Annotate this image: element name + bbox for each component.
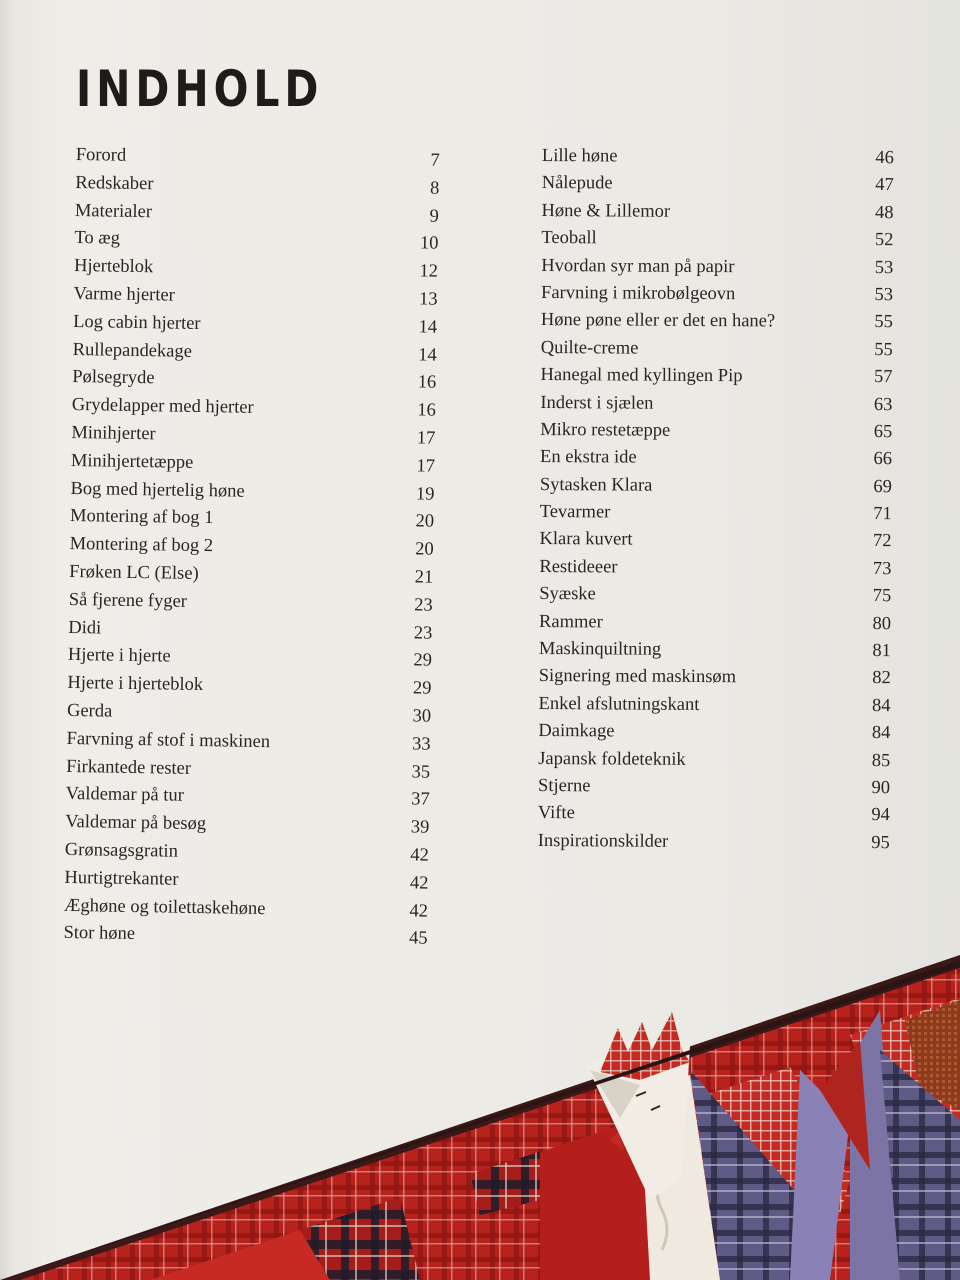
toc-entry [539,581,891,611]
toc-entry [69,587,433,621]
toc-entry-page-number: 7 [430,150,440,171]
toc-entry-page-number: 37 [411,789,430,810]
toc-entry-title: Hjerte i hjerteblok [67,673,204,696]
toc-column-right [538,143,894,857]
toc-entry-title: Minihjertetæppe [70,450,194,473]
toc-entry-page-number: 94 [871,805,890,826]
toc-entry-title: To æg [74,228,121,250]
toc-entry-page-number: 65 [873,421,893,443]
toc-entry-page-number: 17 [416,428,436,449]
toc-entry [541,225,893,255]
toc-entry-title: Høne pøne eller er det en hane? [540,310,776,332]
toc-entry-page-number: 72 [873,531,892,552]
toc-entry-page-number: 52 [874,230,894,251]
toc-entry-title: Montering af bog 2 [69,534,214,557]
toc-entry-page-number: 84 [871,723,891,744]
toc-entry-title: Frøken LC (Else) [69,561,199,584]
toc-entry [542,170,894,200]
toc-entry-title: Didi [68,617,102,639]
toc-entry-title: Quilte-creme [540,337,639,359]
toc-entry-page-number: 66 [873,449,893,470]
toc-entry-title: Rammer [539,611,603,633]
toc-entry [540,499,892,529]
toc-entry-title: Vifte [537,803,575,824]
toc-entry [67,670,431,704]
toc-entry-title: Grydelapper med hjerter [71,395,254,418]
toc-entry-title: Tevarmer [539,502,611,523]
toc-entry-title: Gerda [66,700,113,722]
toc-entry-title: Høne & Lillemor [541,200,671,222]
toc-entry-page-number: 42 [409,900,429,922]
toc-entry-title: Nålepude [541,173,613,194]
toc-entry-page-number: 84 [872,695,891,716]
toc-entry-page-number: 42 [410,845,429,866]
toc-entry-title: Lille høne [541,145,618,167]
toc-entry [75,198,439,232]
toc-entry-page-number: 33 [411,734,431,755]
toc-entry-title: Stor høne [63,923,136,945]
toc-entry [538,773,890,803]
toc-entry-page-number: 81 [872,641,891,662]
toc-entry-title: Redskaber [75,172,154,195]
toc-entry [541,198,893,228]
toc-entry-title: Valdemar på besøg [65,812,207,835]
toc-entry-title: Sytasken Klara [539,474,653,496]
toc-entry [539,526,891,556]
page-title: INDHOLD [76,59,324,118]
toc-entry-page-number: 20 [414,539,434,560]
toc-entry-page-number: 82 [872,668,891,689]
toc-column-left [63,142,440,954]
toc-entry [540,417,892,447]
toc-entry-page-number: 57 [874,367,893,388]
toc-entry-page-number: 17 [416,456,436,477]
toc-entry [538,828,890,858]
toc-entry-page-number: 8 [429,178,440,199]
toc-entry-page-number: 90 [871,778,891,799]
toc-entry-page-number: 45 [408,928,428,949]
toc-entry-title: Materialer [74,200,153,222]
toc-entry-page-number: 10 [419,233,439,255]
toc-entry-title: Varme hjerter [73,283,175,306]
toc-entry-page-number: 30 [412,706,432,727]
toc-entry-page-number: 55 [874,312,893,333]
toc-entry [540,472,892,502]
toc-entry-page-number: 39 [410,817,430,838]
toc-entry-page-number: 71 [873,504,892,525]
toc-entry-title: En ekstra ide [540,447,637,468]
toc-entry-title: Hjerte i hjerte [67,645,171,667]
toc-entry-title: Grønsagsgratin [64,839,179,862]
toc-entry [540,444,892,474]
toc-entry-title: Så fjerene fyger [68,589,188,612]
toc-entry-page-number: 80 [872,613,892,634]
toc-entry-page-number: 21 [414,567,434,588]
toc-entry-title: Hvordan syr man på papir [541,255,735,277]
toc-entry [63,920,427,954]
toc-entry-title: Hanegal med kyllingen Pip [540,365,743,387]
toc-entry-page-number: 23 [414,595,433,616]
toc-entry-page-number: 69 [873,476,892,497]
toc-entry-title: Montering af bog 1 [69,506,214,529]
toc-entry-title: Restideeer [539,556,618,578]
toc-entry [541,335,893,365]
toc-entry-page-number: 63 [873,394,893,415]
toc-entry [538,718,890,748]
toc-entry-page-number: 16 [417,400,436,421]
toc-entry-title: Rullepandekage [72,339,193,362]
toc-entry [541,307,893,337]
toc-entry-page-number: 53 [874,257,894,278]
toc-entry-page-number: 13 [418,289,438,310]
toc-entry-title: Hurtigtrekanter [64,867,179,890]
toc-entry-page-number: 29 [413,650,433,671]
toc-entry-page-number: 14 [418,317,438,338]
toc-entry-title: Japansk foldeteknik [538,748,686,770]
toc-entry-page-number: 23 [413,622,433,644]
toc-entry-title: Enkel afslutningskant [538,693,700,715]
toc-entry-page-number: 73 [872,558,892,580]
toc-entry-page-number: 12 [419,261,439,282]
toc-entry-title: Maskinquiltning [538,639,662,660]
toc-entry [541,280,893,310]
toc-entry-title: Æghøne og toilettaskehøne [63,895,266,919]
toc-entry-page-number: 29 [412,678,432,699]
toc-entry [538,746,890,776]
toc-entry-title: Signering med maskinsøm [538,666,737,688]
toc-entry [539,554,891,584]
toc-entry-title: Klara kuvert [539,529,633,551]
toc-entry-title: Farvning af stof i maskinen [66,728,271,752]
toc-entry-page-number: 85 [871,750,891,771]
toc-entry-page-number: 35 [411,761,431,783]
toc-entry-title: Pølsegryde [72,367,155,389]
toc-entry-title: Hjerteblok [73,256,154,278]
toc-entry-page-number: 95 [871,832,890,853]
toc-entry [539,663,891,693]
toc-entry-page-number: 55 [874,339,893,360]
toc-entry-title: Minihjerter [71,422,156,445]
toc-entry [541,253,893,283]
toc-entry-page-number: 46 [875,148,894,169]
toc-entry-page-number: 75 [872,586,892,607]
toc-entry [539,609,891,639]
toc-entry-title: Forord [75,144,127,166]
toc-entry-page-number: 20 [415,511,435,533]
toc-entry [538,800,890,830]
toc-entry [540,390,892,420]
toc-entry-page-number: 48 [875,202,894,223]
toc-entry-title: Valdemar på tur [65,784,185,807]
toc-entry-page-number: 14 [418,344,437,366]
toc-entry-title: Farvning i mikrobølgeovn [541,282,736,305]
toc-entry-title: Inderst i sjælen [540,392,654,414]
toc-entry [539,636,891,666]
toc-entry-title: Daimkage [538,721,615,742]
toc-entry [538,691,890,721]
toc-entry-page-number: 9 [429,206,440,227]
toc-entry-title: Syæske [539,584,596,605]
toc-entry-page-number: 47 [875,175,894,196]
toc-entry-title: Teoball [541,228,597,249]
toc-entry-title: Firkantede rester [66,756,192,779]
toc-entry-page-number: 19 [415,483,435,505]
toc-entry-title: Inspirationskilder [537,830,669,852]
toc-entry-title: Bog med hjertelig høne [70,478,245,502]
toc-entry-page-number: 42 [409,873,429,894]
toc-entry-title: Mikro restetæppe [540,419,671,441]
toc-entry-title: Log cabin hjerter [73,311,201,334]
toc-entry-page-number: 53 [874,284,894,306]
toc-entry-title: Stjerne [538,775,591,797]
toc-entry [542,143,894,173]
toc-entry [540,362,892,392]
toc-entry-page-number: 16 [417,372,437,394]
